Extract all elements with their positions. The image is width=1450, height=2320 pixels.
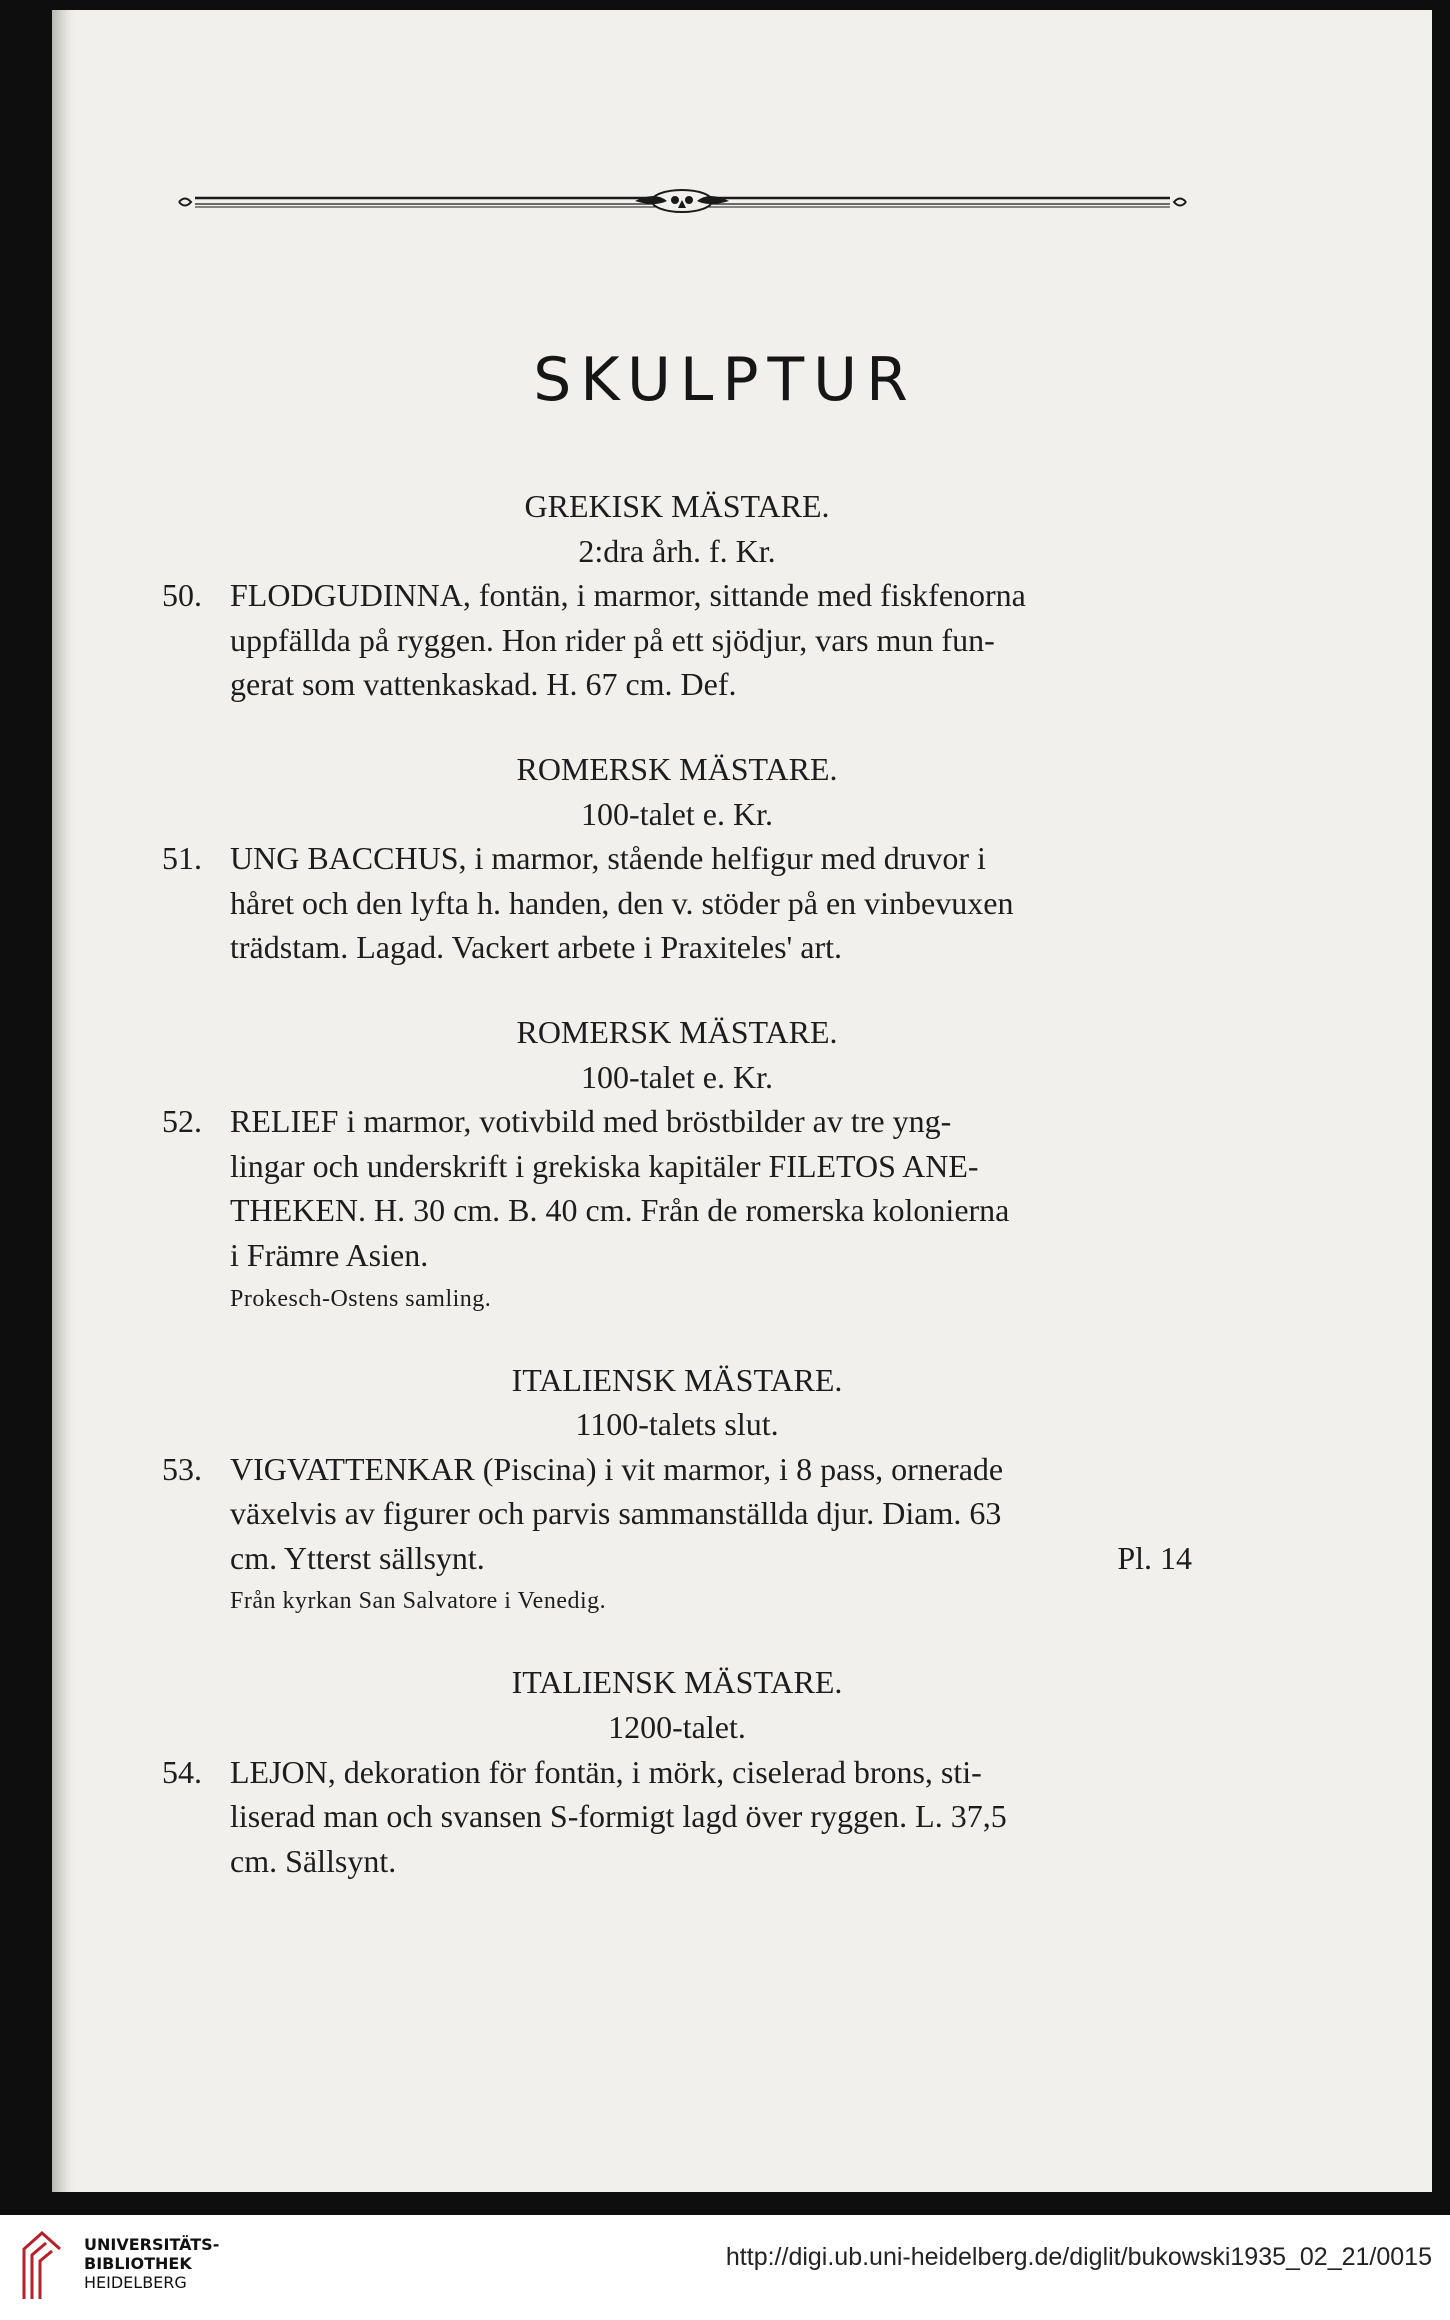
item-line: UNG BACCHUS, i marmor, stående helfigur med druvor i <box>230 840 986 877</box>
page-spine-shadow <box>52 10 74 2192</box>
provenance-note: Prokesch-Ostens samling. <box>230 1285 492 1312</box>
item-line: cm. Ytterst sällsynt. <box>230 1539 485 1576</box>
item-line: cm. Sällsynt. <box>230 1842 397 1879</box>
item-line: RELIEF i marmor, votivbild med bröstbilder av tre yng- <box>230 1103 952 1140</box>
section-date: 1200-talet. <box>608 1709 746 1746</box>
section-date: 1100-talets slut. <box>575 1406 779 1443</box>
item-line: liserad man och svansen S-formigt lagd över ryggen. L. 37,5 <box>230 1798 1007 1835</box>
viewer-footer <box>0 2215 1450 2320</box>
catalogue-text <box>162 484 1192 1883</box>
section-date: 2:dra årh. f. Kr. <box>578 532 776 569</box>
section-heading: GREKISK MÄSTARE. <box>524 488 830 524</box>
item-number: 54. <box>162 1753 202 1790</box>
item-line: trädstam. Lagad. Vackert arbete i Praxiteles' art. <box>230 929 843 966</box>
provenance-note: Från kyrkan San Salvatore i Venedig. <box>230 1588 607 1615</box>
library-logo-icon <box>16 2227 68 2307</box>
section-date: 100-talet e. Kr. <box>581 795 773 832</box>
section-heading: ITALIENSK MÄSTARE. <box>511 1664 843 1701</box>
catalogue-item-53 <box>162 1447 1192 1581</box>
item-number: 51. <box>162 840 202 877</box>
item-line: håret och den lyfta h. handen, den v. stöder på en vinbevuxen <box>230 884 1014 921</box>
source-url[interactable]: http://digi.ub.uni-heidelberg.de/diglit/bukowski1935_02_21/0015 <box>725 2243 1432 2271</box>
item-line: LEJON, dekoration för fontän, i mörk, ciselerad brons, sti- <box>230 1753 982 1790</box>
item-line: gerat som vattenkaskad. H. 67 cm. Def. <box>230 666 737 703</box>
plate-reference: Pl. 14 <box>1117 1539 1192 1576</box>
catalogue-item-51 <box>162 836 1192 970</box>
item-line: FLODGUDINNA, fontän, i marmor, sittande med fiskfenorna <box>230 577 1026 614</box>
page-title: SKULPTUR <box>533 345 917 415</box>
section-heading: ROMERSK MÄSTARE. <box>516 1013 838 1050</box>
section-date: 100-talet e. Kr. <box>581 1058 773 1095</box>
item-line: lingar och underskrift i grekiska kapitäler FILETOS ANE- <box>230 1147 979 1184</box>
section-heading: ITALIENSK MÄSTARE. <box>511 1361 843 1398</box>
item-line: THEKEN. H. 30 cm. B. 40 cm. Från de romerska kolonierna <box>230 1192 1010 1229</box>
section-heading: ROMERSK MÄSTARE. <box>516 750 838 787</box>
ornamental-rule <box>175 188 1190 216</box>
item-number: 50. <box>162 577 202 614</box>
catalogue-item-52 <box>162 1099 1192 1277</box>
item-number: 52. <box>162 1103 202 1140</box>
item-line: växelvis av figurer och parvis sammanställda djur. Diam. 63 <box>230 1495 1002 1532</box>
catalogue-item-50 <box>162 573 1192 707</box>
item-line: VIGVATTENKAR (Piscina) i vit marmor, i 8 pass, ornerade <box>230 1450 1004 1487</box>
item-number: 53. <box>162 1450 202 1487</box>
item-line: uppfällda på ryggen. Hon rider på ett sjödjur, vars mun fun- <box>230 621 995 658</box>
library-name: UNIVERSITÄTS- BIBLIOTHEK HEIDELBERG <box>84 2235 220 2292</box>
catalogue-item-54 <box>162 1750 1192 1884</box>
item-line: i Främre Asien. <box>230 1236 429 1273</box>
